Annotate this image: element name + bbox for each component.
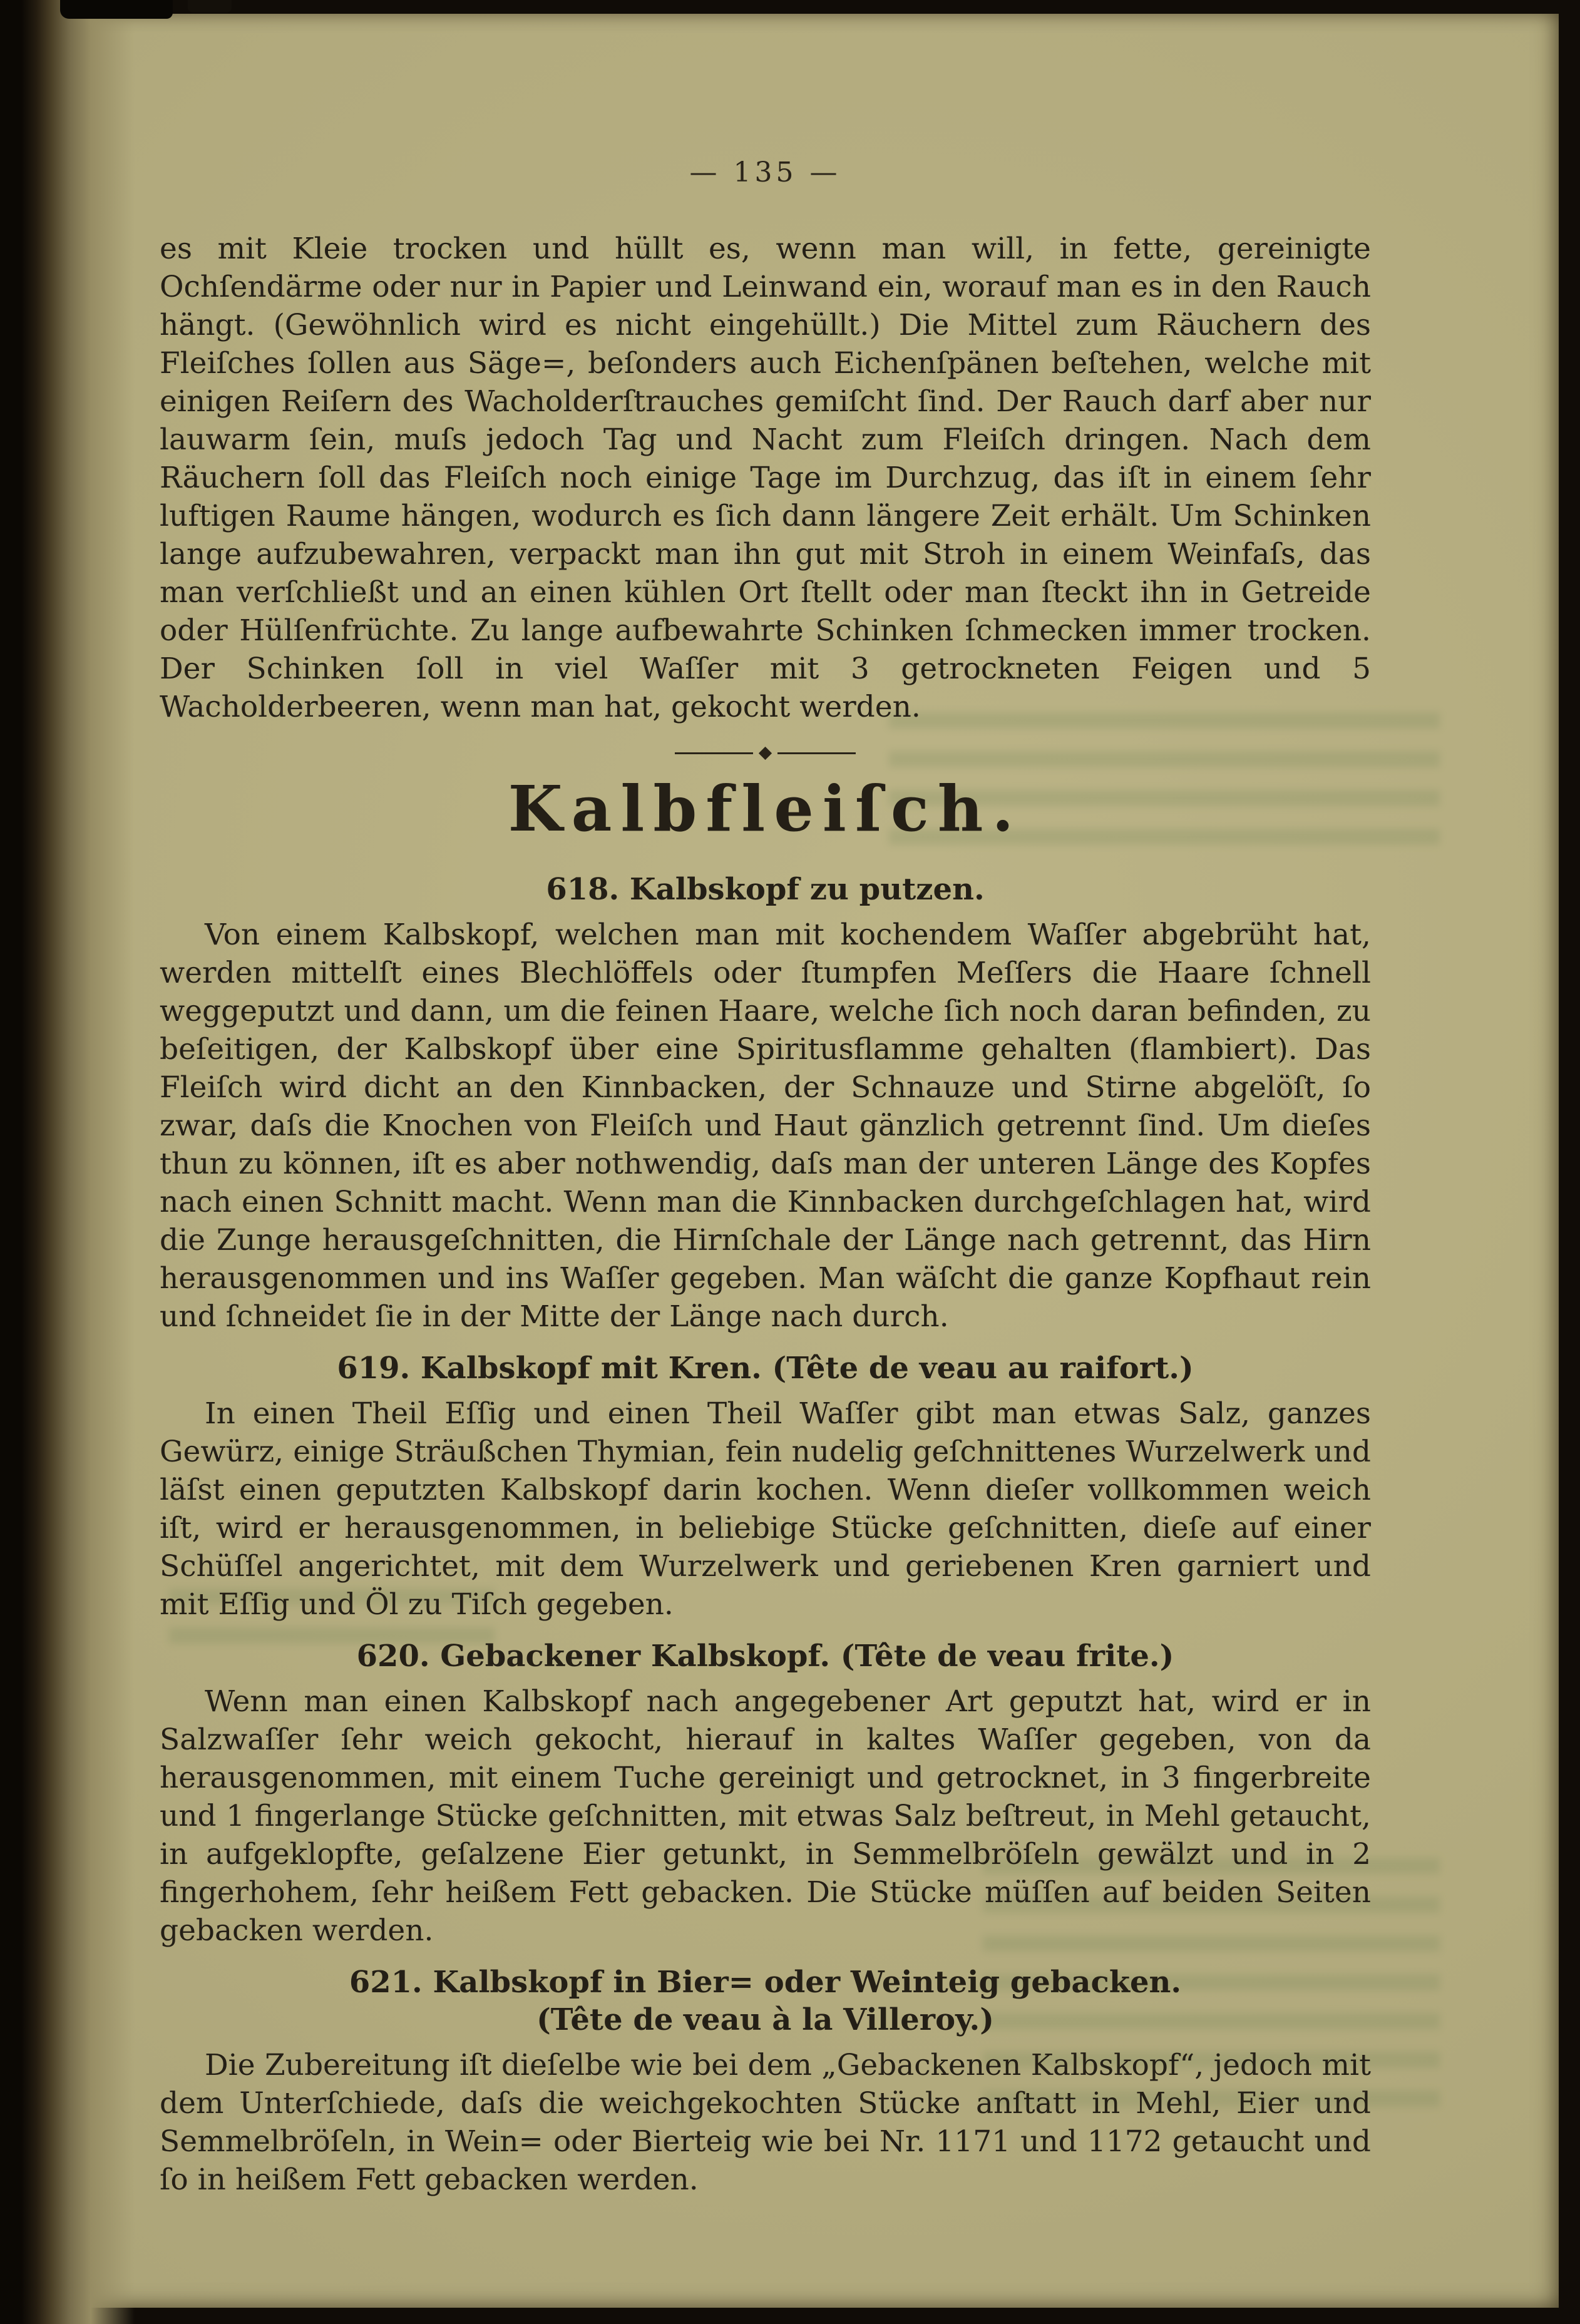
recipe-619-title: 619. Kalbskopf mit Kren. <box>337 1351 762 1386</box>
recipe-620-body: Wenn man einen Kalbskopf nach angegebener Art geputzt hat, wird er in Salzwaſſer ſehr weich gekocht, hierauf in kaltes Waſſer gegeben, von da herausgenommen, mit einem Tuche gereinigt und getrocknet, in 3 fingerbreite und 1 fingerlange Stücke geſchnitten, mit etwas Salz beſtreut, in Mehl getaucht, in aufgeklopfte, geſalzene Eier getunkt, in Semmelbröſeln gewälzt und in 2 fingerhohem, ſehr heißem Fett gebacken. Die Stücke müſſen auf beiden Seiten gebacken werden. <box>160 1684 1371 1948</box>
recipe-621-body: Die Zubereitung iſt dieſelbe wie bei dem „Gebackenen Kalbskopf“, jedoch mit dem Unterſchiede, daſs die weichgekochten Stücke anſtatt in Mehl, Eier und Semmelbröſeln, in Wein= oder Bierteig wie bei Nr. 1171 und 1172 getaucht und ſo in heißem Fett gebacken werden. <box>160 2048 1371 2197</box>
divider-rule-right <box>777 752 856 754</box>
recipe-619 <box>160 1349 1371 1624</box>
recipe-618-heading <box>160 871 1371 908</box>
recipe-620-subtitle: (Tête de veau frite.) <box>840 1639 1174 1674</box>
divider-diamond <box>759 747 772 760</box>
section-title: Kalbfleiſch. <box>508 772 1023 846</box>
recipe-619-heading <box>160 1349 1371 1387</box>
page-number: — 135 — <box>689 156 841 188</box>
divider-rule-left <box>675 752 753 754</box>
section-divider-ornament <box>160 749 1371 758</box>
recipe-619-subtitle: (Tête de veau au raifort.) <box>772 1351 1194 1386</box>
recipe-621-heading <box>160 1963 1371 2039</box>
page-content <box>56 14 1559 2199</box>
recipe-620 <box>160 1637 1371 1950</box>
recipe-619-body: In einen Theil Eſſig und einen Theil Waſſer gibt man etwas Salz, ganzes Gewürz, einige Sträußchen Thymian, fein nudelig geſchnittenes Wurzelwerk und läſst einen geputzten Kalbskopf darin kochen. Wenn dieſer vollkommen weich iſt, wird er herausgenommen, in beliebige Stücke geſchnitten, dieſe auf einer Schüſſel angerichtet, mit dem Wurzelwerk und geriebenen Kren garniert und mit Eſſig und Öl zu Tiſch gegeben. <box>160 1396 1371 1622</box>
intro-paragraph: es mit Kleie trocken und hüllt es, wenn man will, in fette, gereinigte Ochſendärme oder nur in Papier und Leinwand ein, worauf man es in den Rauch hängt. (Gewöhnlich wird es nicht eingehüllt.) Die Mittel zum Räuchern des Fleiſches ſollen aus Säge=, beſonders auch Eichenſpänen beſtehen, welche mit einigen Reiſern des Wacholderſtrauches gemiſcht ſind. Der Rauch darf aber nur lauwarm ſein, muſs jedoch Tag und Nacht zum Fleiſch dringen. Nach dem Räuchern ſoll das Fleiſch noch einige Tage im Durchzug, das iſt in einem ſehr luftigen Raume hängen, wodurch es ſich dann längere Zeit erhält. Um Schinken lange aufzubewahren, verpackt man ihn gut mit Stroh in einem Weinfaſs, das man verſchließt und an einen kühlen Ort ſtellt oder man ſteckt ihn in Getreide oder Hülſenfrüchte. Zu lange aufbewahrte Schinken ſchmecken immer trocken. Der Schinken ſoll in viel Waſſer mit 3 getrockneten Feigen und 5 Wacholderbeeren, wenn man hat, gekocht werden. <box>160 232 1371 724</box>
recipe-620-heading <box>160 1637 1371 1675</box>
recipe-620-title: 620. Gebackener Kalbskopf. <box>356 1639 831 1674</box>
scan-damage-mark <box>188 0 232 13</box>
book-page <box>56 14 1559 2308</box>
recipe-618-body: Von einem Kalbskopf, welchen man mit kochendem Waſſer abgebrüht hat, werden mittelſt eines Blechlöffels oder ſtumpfen Meſſers die Haare ſchnell weggeputzt und dann, um die feinen Haare, welche ſich noch daran befinden, zu beſeitigen, der Kalbskopf über eine Spiritusflamme gehalten (flambiert). Das Fleiſch wird dicht an den Kinnbacken, der Schnauze und Stirne abgelöſt, ſo zwar, daſs die Knochen von Fleiſch und Haut gänzlich getrennt ſind. Um dieſes thun zu können, iſt es aber nothwendig, daſs man der unteren Länge des Kopfes nach einen Schnitt macht. Wenn man die Kinnbacken durchgeſchlagen hat, wird die Zunge herausgeſchnitten, die Hirnſchale der Länge nach getrennt, das Hirn herausgenommen und ins Waſſer gegeben. Man wäſcht die ganze Kopfhaut rein und ſchneidet ſie in der Mitte der Länge nach durch. <box>160 918 1371 1334</box>
recipe-621 <box>160 1963 1371 2199</box>
recipe-618-title: 618. Kalbskopf zu putzen. <box>546 872 985 907</box>
scan-damage-mark <box>60 0 173 19</box>
recipe-621-subtitle: (Tête de veau à la Villeroy.) <box>536 2002 994 2037</box>
recipe-621-title: 621. Kalbskopf in Bier= oder Weinteig gebacken. <box>349 1965 1182 2000</box>
recipe-618 <box>160 871 1371 1336</box>
